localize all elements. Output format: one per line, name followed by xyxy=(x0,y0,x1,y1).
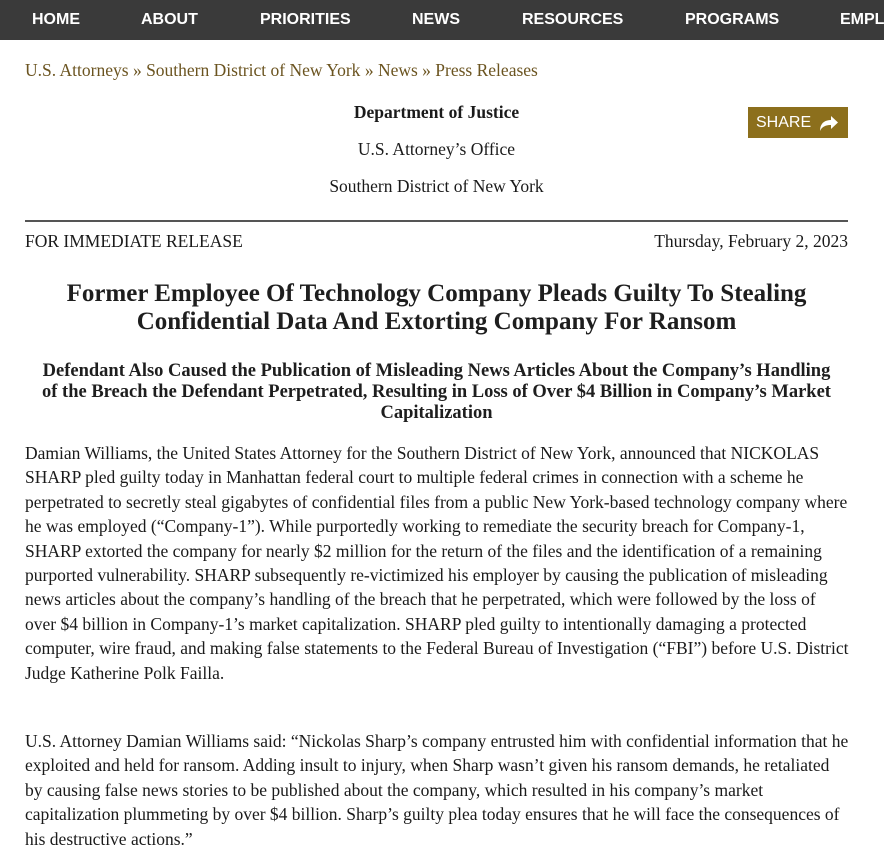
nav-item-home[interactable]: HOME xyxy=(32,11,80,28)
article-paragraph: U.S. Attorney Damian Williams said: “Nickolas Sharp’s company entrusted him with confidential information that he exploited and held for ransom. Adding insult to injury, when Sharp wasn’t given his ransom demands, he retaliated by causing false news stories to be published about the company, which resulted in his company’s market capitalization plummeting by over $4 billion. Sharp’s guilty plea today ensures that he will face the consequences of his destructive actions.” xyxy=(25,731,849,849)
header-divider xyxy=(25,220,848,222)
nav-item-news[interactable]: NEWS xyxy=(412,11,460,28)
share-arrow-icon xyxy=(817,113,839,133)
breadcrumb-separator: » xyxy=(132,60,142,80)
breadcrumb xyxy=(25,60,538,81)
breadcrumb-press-releases[interactable]: Press Releases xyxy=(435,60,538,80)
district-name: Southern District of New York xyxy=(329,176,544,196)
top-navigation-bar xyxy=(0,0,884,40)
nav-item-about[interactable]: ABOUT xyxy=(141,11,198,28)
share-label: SHARE xyxy=(756,113,812,131)
article-title: Former Employee Of Technology Company Pleads Guilty To Stealing Confidential Data And Extorting Company For Ransom xyxy=(66,280,807,335)
release-date: Thursday, February 2, 2023 xyxy=(654,231,848,251)
nav-item-employment[interactable]: EMPL xyxy=(840,11,884,28)
office-name: U.S. Attorney’s Office xyxy=(357,139,516,159)
article-subtitle: Defendant Also Caused the Publication of Misleading News Articles About the Company’s Handling of the Breach the Defendant Perpetrated, Resulting in Loss of Over $4 Billion in Company’s Market Capitalization xyxy=(42,361,831,423)
breadcrumb-us-attorneys[interactable]: U.S. Attorneys xyxy=(25,60,129,80)
breadcrumb-news[interactable]: News xyxy=(377,60,418,80)
breadcrumb-separator: » xyxy=(364,60,374,80)
breadcrumb-separator: » xyxy=(422,60,431,80)
release-status: FOR IMMEDIATE RELEASE xyxy=(25,231,243,251)
department-name: Department of Justice xyxy=(353,102,520,122)
breadcrumb-sdny[interactable]: Southern District of New York xyxy=(146,60,361,80)
share-button[interactable] xyxy=(748,107,848,138)
nav-item-resources[interactable]: RESOURCES xyxy=(522,11,624,28)
nav-item-programs[interactable]: PROGRAMS xyxy=(685,11,780,28)
nav-item-priorities[interactable]: PRIORITIES xyxy=(260,11,351,28)
article-paragraph: Damian Williams, the United States Attorney for the Southern District of New York, announced that NICKOLAS SHARP pled guilty today in Manhattan federal court to multiple federal crimes in connection with a scheme he perpetrated to secretly steal gigabytes of confidential files from a public New York-based technology company where he was employed (“Company-1”). While purportedly working to remediate the security breach for Company-1, SHARP extorted the company for nearly $2 million for the return of the files and the identification of a remaining purported vulnerability. SHARP subsequently re-victimized his employer by causing the publication of misleading news articles about the company’s handling of the breach that he perpetrated, which were followed by the loss of over $4 billion in Company-1’s market capitalization. SHARP pled guilty to intentionally damaging a protected computer, wire fraud, and making false statements to the Federal Bureau of Investigation (“FBI”) before U.S. District Judge Katherine Polk Failla. xyxy=(25,443,849,683)
